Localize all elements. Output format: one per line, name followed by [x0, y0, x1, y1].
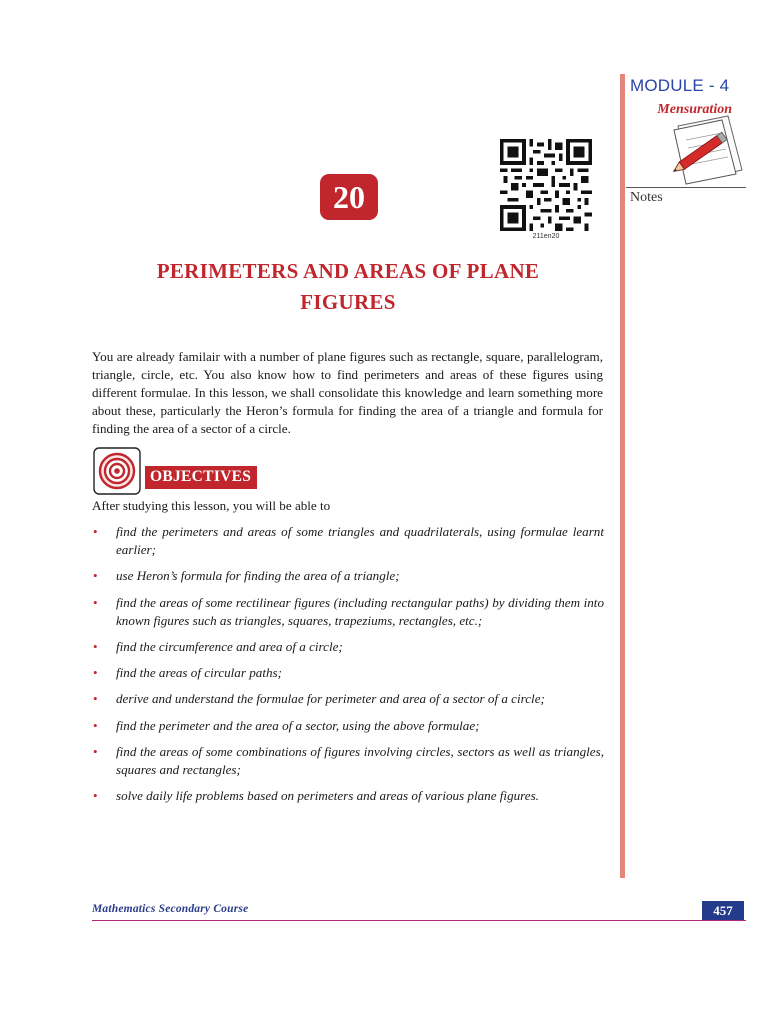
objective-text: use Heron’s formula for finding the area of a triangle;	[116, 568, 400, 584]
objective-text: find the circumference and area of a circle;	[116, 638, 343, 654]
objective-text: find the areas of some rectilinear figures (including rectangular paths) by dividing them into known figures such as triangles, squares, trapeziums, rectangles, etc.;	[116, 594, 604, 628]
objectives-lead-in: After studying this lesson, you will be able to	[92, 498, 331, 513]
list-item	[92, 787, 604, 805]
objective-text: find the areas of circular paths;	[116, 665, 282, 681]
intro-paragraph: You are already familair with a number of plane figures such as rectangle, square, parallelogram, triangle, circle, etc. You also know how to find perimeters and areas of these figures using different formulae. In this lesson, we shall consolidate this knowledge and learn something more about these, particularly the Heron’s formula for finding the area of a triangle and formula for finding the area of a sector of a circle.	[92, 349, 603, 436]
module-subtitle: Mensuration	[657, 102, 732, 117]
notes-label: Notes	[630, 190, 663, 205]
objectives-list	[92, 523, 604, 814]
bullet-icon: •	[93, 524, 98, 539]
list-item	[92, 664, 604, 682]
bullet-icon: •	[93, 665, 98, 681]
list-item	[92, 523, 604, 559]
module-title: MODULE - 4	[630, 76, 730, 95]
objective-text: solve daily life problems based on perimeters and areas of various plane figures.	[116, 788, 539, 804]
objective-text: find the areas of some combinations of figures involving circles, sectors as well as triangles, squares and rectangles;	[116, 744, 604, 778]
footer-rule	[92, 920, 746, 921]
list-item	[92, 743, 604, 779]
bullet-icon: •	[93, 568, 98, 584]
objective-text: find the perimeters and areas of some triangles and quadrilaterals, using formulae learnt earlier;	[116, 524, 604, 557]
chapter-title-line-2: FIGURES	[300, 290, 396, 314]
chapter-number-badge: 20	[320, 174, 378, 220]
objectives-heading: OBJECTIVES	[145, 466, 257, 489]
chapter-title	[92, 256, 604, 318]
footer-course-title: Mathematics Secondary Course	[92, 903, 249, 915]
bullet-icon: •	[93, 691, 98, 707]
list-item	[92, 638, 604, 656]
bullet-icon: •	[93, 717, 98, 733]
list-item	[92, 594, 604, 630]
notes-rule	[626, 187, 746, 188]
list-item	[92, 690, 604, 708]
bullet-icon: •	[93, 594, 98, 610]
qr-code-icon	[497, 139, 595, 231]
objective-text: derive and understand the formulae for perimeter and area of a sector of a circle;	[116, 691, 545, 707]
target-icon	[93, 447, 141, 495]
qr-caption: 211en20	[532, 233, 560, 240]
chapter-title-line-1: PERIMETERS AND AREAS OF PLANE	[156, 259, 540, 283]
margin-rule	[620, 74, 625, 878]
bullet-icon: •	[93, 638, 98, 654]
bullet-icon: •	[93, 744, 98, 760]
objective-text: find the perimeter and the area of a sector, using the above formulae;	[116, 717, 480, 733]
notepad-pencil-icon	[664, 112, 746, 188]
bullet-icon: •	[93, 788, 98, 804]
page-number: 457	[702, 901, 744, 921]
list-item	[92, 717, 604, 735]
list-item	[92, 567, 604, 585]
